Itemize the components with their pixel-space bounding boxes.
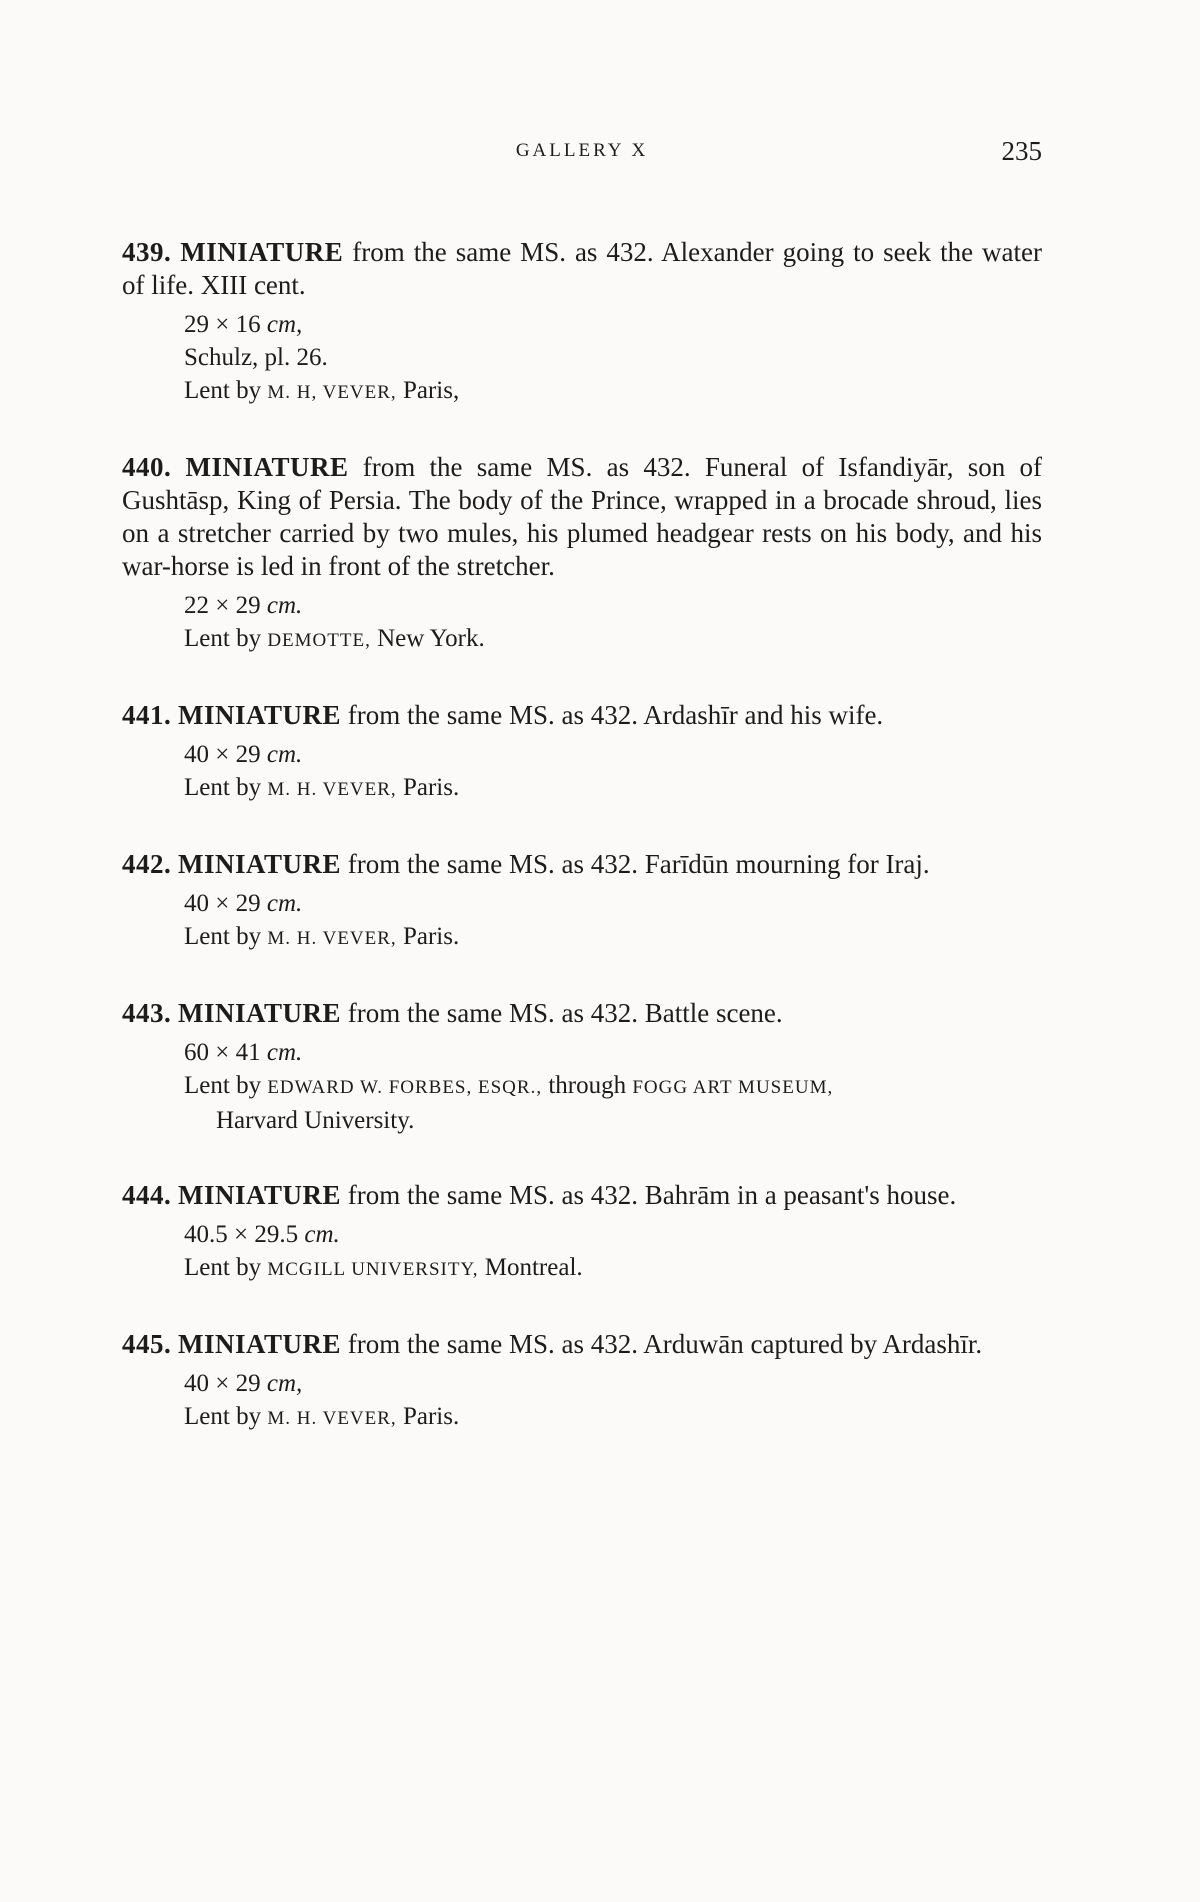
lender-name: M. H. VEVER, <box>267 779 397 800</box>
entry-details <box>122 1036 1042 1137</box>
entry-details <box>122 738 1042 806</box>
lender-place: Paris. <box>402 923 460 950</box>
dimension-values: 40 × 29 <box>184 890 261 917</box>
entry-lender <box>184 920 1042 955</box>
entry-number: 440. <box>122 452 172 482</box>
entry-details <box>122 308 1042 409</box>
entry-description: from the same MS. as 432. Bahrām in a peasant's house. <box>347 1180 957 1210</box>
lender-place: Paris, <box>402 377 460 404</box>
entry-number: 439. <box>122 237 172 267</box>
lender-name: EDWARD W. FORBES, ESQR., <box>267 1077 543 1098</box>
entry-lender <box>184 622 1042 657</box>
entry-lender <box>184 1251 1042 1286</box>
dimension-values: 29 × 16 <box>184 311 261 338</box>
dimension-unit: cm. <box>266 1039 303 1066</box>
lender-place: Montreal. <box>484 1254 583 1281</box>
catalogue-entry <box>122 236 1042 409</box>
lender-via: through <box>548 1072 627 1099</box>
catalogue-entries <box>122 236 1042 1477</box>
lender-prefix: Lent by <box>184 1072 262 1099</box>
dimension-unit: cm. <box>266 592 303 619</box>
entry-dimensions <box>184 308 1042 341</box>
entry-heading <box>122 699 1042 732</box>
dimension-values: 40.5 × 29.5 <box>184 1221 299 1248</box>
running-title: GALLERY X <box>515 140 649 161</box>
entry-keyword: MINIATURE <box>178 1329 342 1359</box>
entry-dimensions <box>184 1218 1042 1251</box>
entry-number: 443. <box>122 998 172 1028</box>
entry-description: from the same MS. as 432. Farīdūn mourning for Iraj. <box>347 849 930 879</box>
lender-prefix: Lent by <box>184 625 262 652</box>
catalogue-entry <box>122 1328 1042 1435</box>
running-head <box>122 136 1042 166</box>
lender-prefix: Lent by <box>184 774 262 801</box>
entry-description: from the same MS. as 432. Arduwān captured by Ardashīr. <box>347 1329 983 1359</box>
entry-keyword: MINIATURE <box>178 849 342 879</box>
entry-description: from the same MS. as 432. Battle scene. <box>347 998 783 1028</box>
entry-number: 442. <box>122 849 172 879</box>
dimension-values: 60 × 41 <box>184 1039 261 1066</box>
entry-reference: Schulz, pl. 26. <box>184 344 328 371</box>
lender-name: M. H, VEVER, <box>267 382 397 403</box>
entry-details <box>122 887 1042 955</box>
lender-place: New York. <box>377 625 485 652</box>
dimension-unit: cm. <box>266 890 303 917</box>
entry-heading <box>122 451 1042 583</box>
lender-place: Paris. <box>402 774 460 801</box>
lender-prefix: Lent by <box>184 1403 262 1430</box>
entry-details <box>122 589 1042 657</box>
catalogue-entry <box>122 1179 1042 1286</box>
entry-dimensions <box>184 1036 1042 1069</box>
dimension-values: 22 × 29 <box>184 592 261 619</box>
lender-prefix: Lent by <box>184 923 262 950</box>
entry-heading <box>122 1328 1042 1361</box>
lender-name: M. H. VEVER, <box>267 1408 397 1429</box>
lender-name: M. H. VEVER, <box>267 928 397 949</box>
entry-number: 441. <box>122 700 172 730</box>
entry-number: 444. <box>122 1180 172 1210</box>
entry-dimensions <box>184 1367 1042 1400</box>
dimension-unit: cm, <box>266 311 303 338</box>
entry-heading <box>122 1179 1042 1212</box>
entry-lender <box>184 1069 1042 1137</box>
catalogue-entry <box>122 848 1042 955</box>
lender-institution: FOGG ART MUSEUM, <box>632 1077 834 1098</box>
lender-name: MCGILL UNIVERSITY, <box>267 1259 479 1280</box>
entry-keyword: MINIATURE <box>185 452 349 482</box>
dimension-unit: cm. <box>266 741 303 768</box>
dimension-values: 40 × 29 <box>184 1370 261 1397</box>
entry-lender <box>184 771 1042 806</box>
lender-prefix: Lent by <box>184 377 262 404</box>
entry-heading <box>122 848 1042 881</box>
catalogue-entry <box>122 997 1042 1137</box>
lender-prefix: Lent by <box>184 1254 262 1281</box>
lender-name: DEMOTTE, <box>267 630 371 651</box>
entry-lender <box>184 374 1042 409</box>
entry-keyword: MINIATURE <box>178 1180 342 1210</box>
catalogue-entry <box>122 451 1042 657</box>
dimension-unit: cm. <box>304 1221 340 1248</box>
catalogue-entry <box>122 699 1042 806</box>
entry-number: 445. <box>122 1329 172 1359</box>
dimension-values: 40 × 29 <box>184 741 261 768</box>
entry-description: from the same MS. as 432. Ardashīr and his wife. <box>347 700 884 730</box>
lender-place: Paris. <box>402 1403 460 1430</box>
dimension-unit: cm, <box>266 1370 303 1397</box>
entry-description: from the same MS. as 432. Alexander going to seek the water of life. XIII cent. <box>122 237 1043 300</box>
entry-details <box>122 1367 1042 1435</box>
page-number: 235 <box>1001 136 1042 166</box>
lender-place: Harvard University. <box>216 1107 415 1134</box>
entry-keyword: MINIATURE <box>178 998 342 1028</box>
entry-heading <box>122 997 1042 1030</box>
entry-details <box>122 1218 1042 1286</box>
entry-dimensions <box>184 887 1042 920</box>
entry-keyword: MINIATURE <box>178 700 342 730</box>
catalogue-page <box>122 0 1042 1902</box>
entry-dimensions <box>184 738 1042 771</box>
entry-keyword: MINIATURE <box>180 237 344 267</box>
entry-dimensions <box>184 589 1042 622</box>
entry-description: from the same MS. as 432. Funeral of Isfandiyār, son of Gushtāsp, King of Persia. The body of the Prince, wrapped in a brocade shroud, lies on a stretcher carried by two mules, his plumed headgear rests on his body, and his war-horse is led in front of the stretcher. <box>122 452 1042 581</box>
entry-lender <box>184 1400 1042 1435</box>
entry-heading <box>122 236 1042 302</box>
